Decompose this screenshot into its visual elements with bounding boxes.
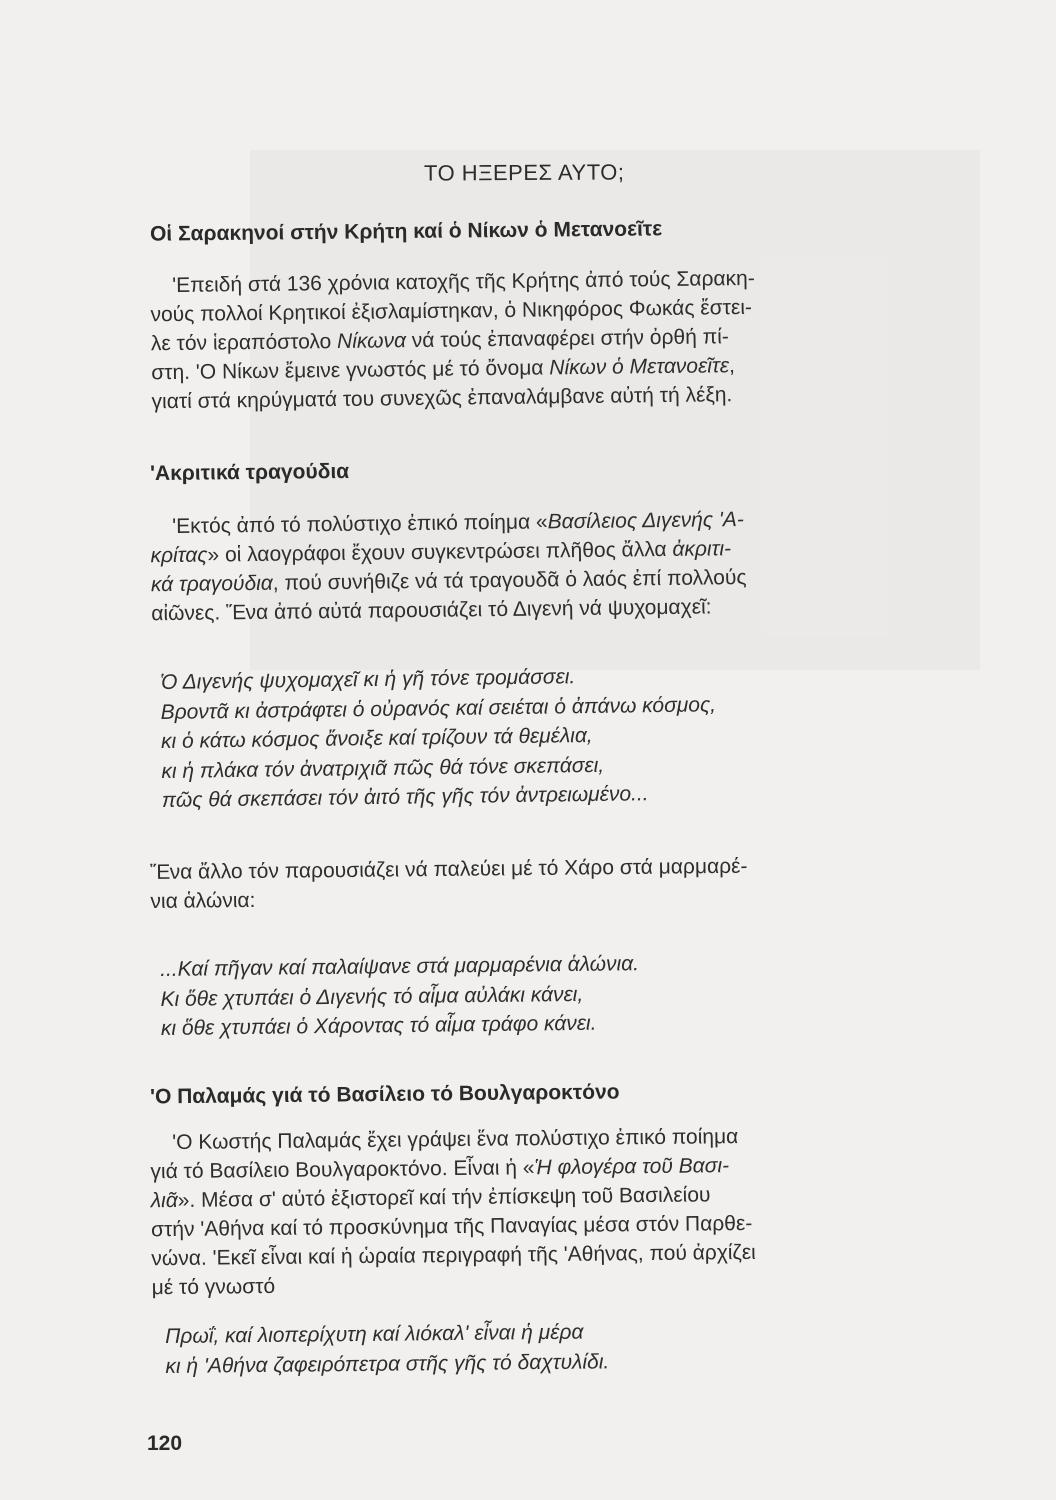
text-run-italic: Νίκων ὁ Μετανοεῖτε bbox=[549, 354, 730, 380]
text-run: στήν 'Αθήνα καί τό προσκύνημα τῆς Παναγίας μέσα στόν Παρθε- bbox=[150, 1211, 753, 1242]
text-run-italic: ἀκριτι- bbox=[672, 537, 732, 561]
text-run: » οἱ λαογράφοι ἔχουν συγκεντρώσει πλῆθος ἄλλα bbox=[207, 537, 673, 567]
verse-line: Ὁ Διγενής ψυχομαχεῖ κι ἡ γῆ τόνε τρομάσσει. bbox=[160, 665, 576, 694]
text-line: νια ἁλώνια: bbox=[150, 888, 256, 913]
text-run: μέ τό γνωστό bbox=[151, 1274, 276, 1300]
verse-line: κι ὅθε χτυπάει ὁ Χάροντας τό αἷμα τράφο κάνει. bbox=[160, 1011, 597, 1040]
verse-line: πῶς θά σκεπάσει τόν ἀιτό τῆς γῆς τόν ἀντρειωμένο... bbox=[161, 782, 649, 812]
paragraph-saracens bbox=[150, 261, 964, 416]
text-line: Ἕνα ἄλλο τόν παρουσιάζει νά παλεύει μέ τό Χάρο στά μαρμαρέ- bbox=[150, 854, 748, 884]
verse-line: Πρωΐ, καί λιοπερίχυτη καί λιόκαλ' εἶναι ἡ μέρα bbox=[165, 1320, 584, 1348]
text-run-italic: λιᾶ bbox=[150, 1188, 178, 1213]
verse-digenis-dying bbox=[160, 660, 717, 815]
text-run: νώνα. 'Εκεῖ εἶναι καί ἡ ὡραία περιγραφή τῆς 'Αθήνας, πού ἀρχίζει bbox=[151, 1240, 756, 1271]
text-run-italic: Ἡ φλογέρα τοῦ Βασι- bbox=[534, 1154, 730, 1180]
verse-line: Κι ὅθε χτυπάει ὁ Διγενής τό αἷμα αὐλάκι κάνει, bbox=[160, 982, 584, 1011]
section-heading-palamas: 'Ο Παλαμάς γιά τό Βασίλειο τό Βουλγαροκτόνο bbox=[149, 1080, 620, 1109]
paragraph-charos bbox=[150, 850, 951, 916]
text-run: γιά τό Βασίλειο Βουλγαροκτόνο. Εἶναι ἡ « bbox=[150, 1156, 535, 1184]
page-title: ΤΟ ΗΞΕΡΕΣ ΑΥΤΟ; bbox=[423, 159, 625, 186]
section-heading-saracens: Οἱ Σαρακηνοί στήν Κρήτη καί ὁ Νίκων ὁ Μετανοεῖτε bbox=[149, 217, 663, 246]
verse-line: ...Καί πῆγαν καί παλαίψανε στά μαρμαρένια ἁλώνια. bbox=[160, 952, 640, 981]
text-run: στη. 'Ο Νίκων ἔμεινε γνωστός μέ τό ὄνομα bbox=[151, 356, 550, 385]
text-run-italic: κά τραγούδια bbox=[150, 571, 273, 597]
verse-line: κι ἡ 'Αθήνα ζαφειρόπετρα στῆς γῆς τό δαχτυλίδι. bbox=[165, 1349, 610, 1378]
text-run: 'Εκτός ἀπό τό πολύστιχο ἐπικό ποίημα « bbox=[172, 510, 548, 538]
verse-athens bbox=[165, 1317, 609, 1381]
text-run-italic: Βασίλειος Διγενής 'Α- bbox=[547, 508, 744, 534]
section-heading-akritika: 'Ακριτικά τραγούδια bbox=[149, 459, 350, 486]
text-run: 'Επειδή στά 136 χρόνια κατοχῆς τῆς Κρήτης ἀπό τούς Σαρακη- bbox=[172, 266, 755, 297]
verse-line: κι ἡ πλάκα τόν ἀνατριχιᾶ πῶς θά τόνε σκεπάσει, bbox=[161, 753, 605, 783]
text-run: νούς πολλοί Κρητικοί ἐξισλαμίστηκαν, ὁ Νικηφόρος Φωκάς ἔστει- bbox=[150, 295, 753, 327]
text-run: ». Μέσα σ' αὐτό ἐξιστορεῖ καί τήν ἐπίσκεψη τοῦ Βασιλείου bbox=[177, 1183, 711, 1212]
text-run: νά τούς ἐπαναφέρει στήν ὀρθή πί- bbox=[405, 325, 729, 353]
text-run-italic: κρίτας bbox=[150, 543, 208, 568]
text-run: , bbox=[728, 354, 735, 378]
page-number: 120 bbox=[147, 1432, 183, 1455]
paragraph-palamas bbox=[150, 1120, 964, 1302]
verse-line: κι ὁ κάτω κόσμος ἄνοιξε καί τρίζουν τά θεμέλια, bbox=[160, 723, 593, 753]
text-run: 'Ο Κωστής Παλαμάς ἔχει γράψει ἕνα πολύστιχο ἐπικό ποίημα bbox=[172, 1125, 739, 1154]
text-run: αἰῶνες. Ἕνα ἀπό αὐτά παρουσιάζει τό Διγενή νά ψυχομαχεῖ: bbox=[151, 595, 712, 626]
text-run: γιατί στά κηρύγματά του συνεχῶς ἐπαναλάμβανε αὐτή τή λέξη. bbox=[151, 383, 733, 414]
text-run-italic: Νίκωνα bbox=[336, 329, 407, 353]
text-run: λε τόν ἱεραπόστολο bbox=[150, 329, 338, 356]
paragraph-akritika bbox=[150, 502, 963, 628]
verse-line: Βροντᾶ κι ἀστράφτει ὁ οὐρανός καί σειέται ὁ ἀπάνω κόσμος, bbox=[160, 692, 717, 724]
verse-digenis-charos bbox=[160, 949, 640, 1043]
text-run: , πού συνήθιζε νά τά τραγουδᾶ ὁ λαός ἐπί πολλούς bbox=[272, 565, 747, 595]
